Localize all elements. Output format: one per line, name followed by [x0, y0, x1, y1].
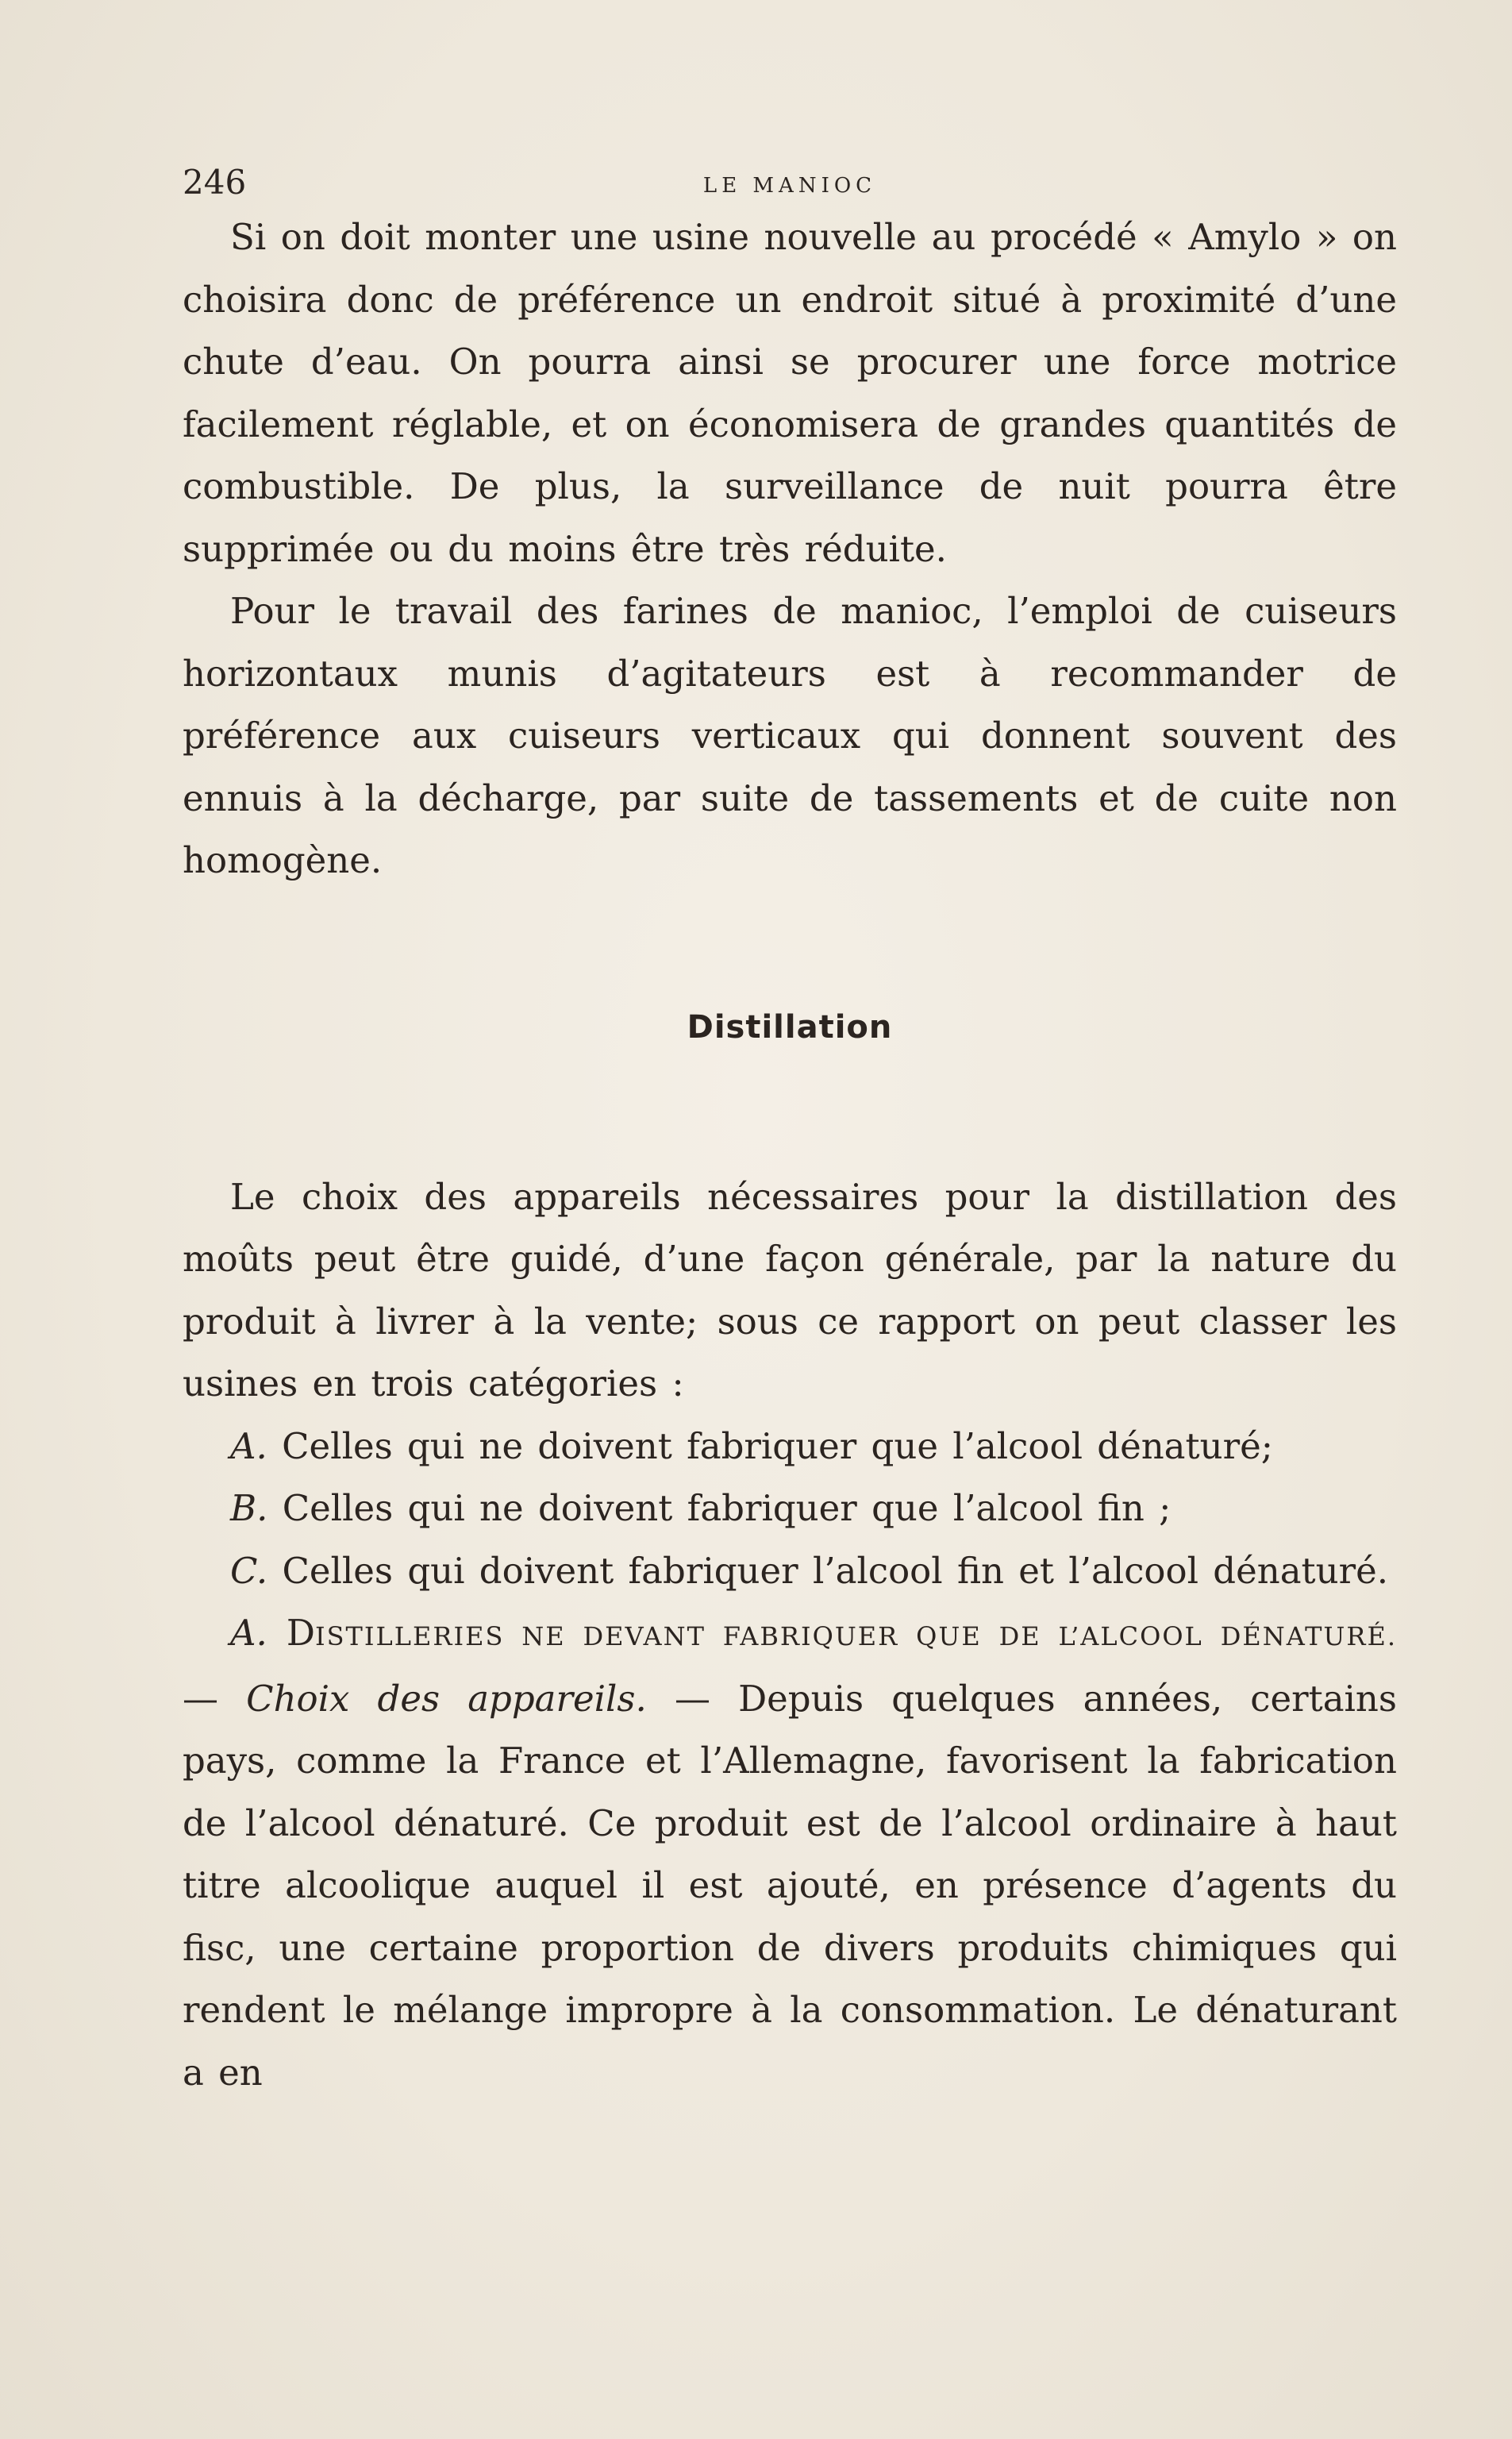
dash-2: —: [646, 1677, 739, 1720]
dash-1: —: [183, 1677, 247, 1720]
subheading: Choix des appareils.: [246, 1677, 647, 1720]
paragraph-4-heading: [287, 1612, 1397, 1654]
list-text-c: Celles qui doivent fabriquer l’alcool fin et l’alcool dénaturé.: [282, 1549, 1389, 1592]
paragraph-2: Pour le travail des farines de manioc, l’emploi de cuiseurs horizontaux munis d’agitateurs est à recommander de préférence aux cuiseurs verticaux qui donnent souvent des ennuis à la décharge, par suite de tassements et de cuite non homogène.: [183, 590, 1397, 881]
paragraph-3: Le choix des appareils nécessaires pour la distillation des moûts peut être guidé, d’une façon générale, par la nature du produit à livrer à la vente; sous ce rapport on peut classer les usines en trois catégories :: [183, 1175, 1397, 1404]
running-head: [183, 159, 1397, 206]
list-text-b: Celles qui ne doivent fabriquer que l’alcool fin ;: [282, 1487, 1172, 1529]
heading-smallcaps: ISTILLERIES NE DEVANT FABRIQUER QUE DE L’ALCOOL: [314, 1621, 1221, 1651]
paragraph-4: [183, 1602, 1397, 2104]
list-item-a: [183, 1416, 1397, 1478]
paragraph-1: Si on doit monter une usine nouvelle au procédé « Amylo » on choisira donc de préférence un endroit situé à proximité d’une chute d’eau. On pourra ainsi se procurer une force motrice facilement réglable, et on économisera de grandes quantités de combustible. De plus, la surveillance de nuit pourra être supprimée ou du moins être très réduite.: [183, 216, 1397, 570]
page-content: [183, 159, 1397, 2104]
list-text-a: Celles qui ne doivent fabriquer que l’alcool dénaturé;: [282, 1424, 1273, 1467]
page-number: 246: [183, 163, 247, 202]
heading-smallcaps-2-initial: D: [1220, 1621, 1243, 1651]
section-title: Distillation: [687, 1008, 893, 1046]
list-item-b: [183, 1478, 1397, 1540]
heading-initial: D: [286, 1612, 315, 1654]
list-label-c: C.: [230, 1549, 268, 1592]
list-label-a: A.: [230, 1424, 267, 1467]
list-item-c: [183, 1540, 1397, 1603]
paragraph-4-body: Depuis quelques années, certains pays, comme la France et l’Allemagne, favorisent la fabrication de l’alcool dénaturé. Ce produit est de l’alcool ordinaire à haut titre alcoolique auquel il est ajouté, en présence d’agents du fisc, une certaine proportion de divers produits chimiques qui rendent le mélange impropre à la consommation. Le dénaturant a en: [183, 1677, 1397, 2094]
paragraph-4-label: A.: [230, 1612, 267, 1654]
list-label-b: B.: [230, 1487, 268, 1529]
heading-smallcaps-2: ÉNATURÉ.: [1242, 1621, 1397, 1651]
running-title: LE MANIOC: [702, 174, 877, 198]
